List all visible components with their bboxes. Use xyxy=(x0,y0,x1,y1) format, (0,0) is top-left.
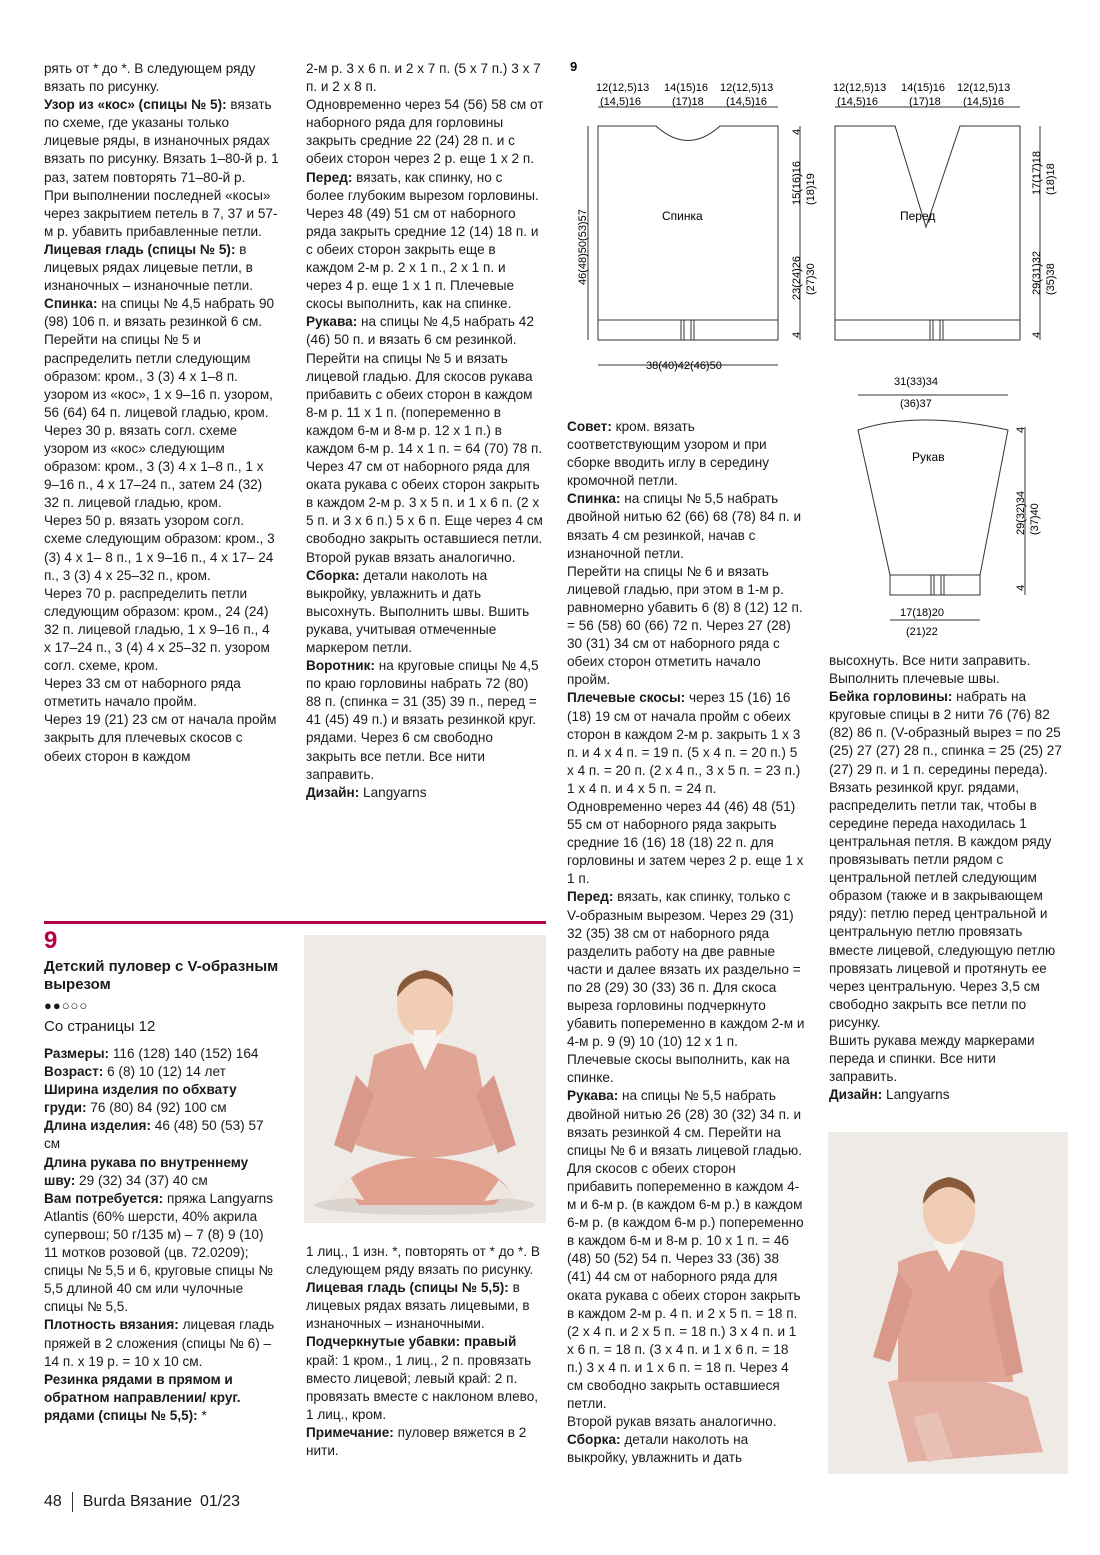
dim-front-shoulder-2: (14,5)16 xyxy=(837,96,878,108)
dim-back-body-2: (27)30 xyxy=(805,263,817,295)
paragraph-text: 29 (32) 34 (37) 40 см xyxy=(75,1172,208,1188)
paragraph-text: Перейти на спицы № 5 и распределить петли следующим образом: кром., 3 (3) 4 х 1–8 п. узором из «кос», 1 х 9–16 п. узором, 56 (64) 64 п. лицевой гладью, кром. xyxy=(44,332,273,420)
paragraph-heading: Плотность вязания: xyxy=(44,1317,179,1333)
paragraph-text: в лицевых рядах лицевые петли, в изнаночных – изнаночные петли. xyxy=(44,241,253,294)
dim-height: 46(48)50(53)57 xyxy=(577,209,589,285)
dim-back-shoulder-r2: (14,5)16 xyxy=(726,96,767,108)
project-title: Детский пуловер с V-образным вырезом xyxy=(44,958,279,993)
paragraph-heading: Размеры: xyxy=(44,1046,110,1061)
paragraph-heading: Примечание: xyxy=(306,1424,394,1440)
paragraph-text: Вшить рукава между маркерами переда и спинки. Все нити заправить. xyxy=(829,1032,1035,1085)
paragraph xyxy=(567,563,805,690)
paragraph xyxy=(306,1243,544,1279)
paragraph-text: вязать, как спинку, только с V-образным вырезом. Через 29 (31) 32 (35) 38 см от наборного ряда разделить работу на две равные части и далее вязать их раздельно = по 28 (29) 30 (33) 36 п. Для скоса выреза горловины подчеркнуто убавить попеременно в каждом 2-м и 4-м р. 9 (9) 10 (10) 12 х 1 п. Плечевые скосы выполнить, как на спинке. xyxy=(567,889,805,1086)
dim-front-shoulder-r: 12(12,5)13 xyxy=(957,82,1011,94)
paragraph xyxy=(44,295,280,331)
dim-back-shoulder: 12(12,5)13 xyxy=(596,82,650,94)
paragraph-heading: Возраст: xyxy=(44,1064,104,1080)
paragraph xyxy=(44,331,280,421)
paragraph-text: 116 (128) 140 (152) 164 xyxy=(109,1046,259,1061)
paragraph xyxy=(567,888,805,1087)
column-3 xyxy=(567,418,805,1467)
paragraph-text: на спицы № 5,5 набрать двойной нитью 62 (66) 68 (78) 84 п. и вязать 4 см резинкой, начав с изнаночной петли. xyxy=(567,491,802,561)
paragraph xyxy=(44,241,280,295)
magazine-name: Burda Вязание xyxy=(82,1493,192,1510)
paragraph-text: кром. вязать соответствующим узором и при сборке вводить иглу в середину кромочной петли. xyxy=(567,419,770,489)
dim-rib-bottom-front: 4 xyxy=(1031,331,1043,338)
dim-front-neck-2: (17)18 xyxy=(909,96,941,108)
paragraph-text: пуловер вяжется в 2 нити. xyxy=(306,1424,527,1459)
dim-width: 38(40)42(46)50 xyxy=(646,360,722,372)
paragraph-text: на спицы № 4,5 набрать 42 (46) 50 п. и вязать 6 см резинкой. xyxy=(306,314,534,348)
column-4 xyxy=(829,652,1065,1104)
dim-front-arm: 17(17)18 xyxy=(1031,150,1043,195)
paragraph xyxy=(306,350,544,549)
dim-front-arm-2: (18)18 xyxy=(1045,163,1057,195)
dim-sleeve-bottom: 17(18)20 xyxy=(900,607,945,619)
paragraph-text: При выполнении последней «косы» через закрытием петель в 7, 37 и 57-м р. убавить прибавленные петли. xyxy=(44,187,278,239)
paragraph-heading: Рукава: xyxy=(567,1088,619,1104)
paragraph-heading: Плечевые скосы: xyxy=(567,690,686,706)
source-page: Со страницы 12 xyxy=(44,1018,156,1035)
sleeve-label: Рукав xyxy=(912,450,945,464)
paragraph-text: Через 19 (21) 23 см от начала пройм закрыть для плечевых скосов с обеих сторон в каждом xyxy=(44,712,277,764)
photo-girl-sitting xyxy=(304,935,546,1223)
paragraph-heading: Сборка: xyxy=(306,567,360,583)
paragraph-text: высохнуть. Все нити заправить. Выполнить плечевые швы. xyxy=(829,653,1031,687)
paragraph-text: 6 (8) 10 (12) 14 лет xyxy=(103,1064,226,1080)
paragraph-text: Через 70 р. распределить петли следующим образом: кром., 24 (24) 32 п. лицевой гладью, 1 х 9–16 п., 4 х 17–24 п., 3 (4) 4 х 25–32 п. узором согл. схеме, кром. xyxy=(44,585,270,674)
paragraph xyxy=(567,490,805,562)
dim-front-body-2: (35)38 xyxy=(1045,263,1057,295)
paragraph xyxy=(44,711,280,765)
paragraph-text: 46 (48) 50 (53) 57 см xyxy=(44,1118,264,1152)
paragraph-heading: Совет: xyxy=(567,419,612,434)
photo-girl-sitting-side xyxy=(828,1132,1068,1474)
paragraph-text: Langyarns xyxy=(359,784,427,800)
paragraph-text: Одновременно через 54 (56) 58 см от наборного ряда для горловины закрыть средние 22 (24) 28 п. и с обеих сторон через 2 р. еще 1 х 2 п. xyxy=(306,97,544,167)
paragraph xyxy=(567,1413,805,1431)
paragraph-text: вязать, как спинку, но с более глубоким вырезом горловины. Через 48 (49) 51 см от наборного ряда закрыть средние 12 (14) 18 п. и с обеих сторон закрыть еще в каждом 2-м р. 2 х 1 п., 2 х 1 п. и через 4 р. еще 1 х 1 п. Плечевые скосы выполнить, как на спинке. xyxy=(306,169,539,312)
paragraph-heading: Длина рукава по внутреннему шву: xyxy=(44,1154,249,1188)
dim-front-neck: 14(15)16 xyxy=(901,82,946,94)
dim-back-shoulder-r: 12(12,5)13 xyxy=(720,82,774,94)
paragraph-text: пряжа Langyarns Atlantis (60% шерсти, 40% акрила супервош; 50 г/135 м) – 7 (8) 9 (10) 11 мотков розовой (цв. 72.0209); спицы № 5,5 и 6, круговые спицы № 5,5 длиной 40 см или чулочные спицы № 5,5. xyxy=(44,1190,274,1315)
paragraph-heading: Лицевая гладь (спицы № 5,5): xyxy=(306,1280,509,1296)
paragraph xyxy=(829,1032,1065,1086)
paragraph-text: на спицы № 5,5 набрать двойной нитью 26 (28) 30 (32) 34 п. и вязать резинкой 4 см. Перейти на спицы № 6 и вязать лицевой гладью. Для скосов с обеих сторон прибавить попеременно в каждом 4-м и 6-м р. (в каждом 6-м р.) в каждом 6-м р. (в каждом 6-м р.) попеременно в каждом 6-м и 8-м р. 10 х 1 п. = 46 (48) 50 (52) 54 п. Через 33 (36) 38 (41) 44 см от наборного ряда для оката рукава с обеих сторон закрыть в каждом 2-м р. 4 п. и 2 х 5 п. = 18 п. (2 х 4 п. и 2 х 5 п. = 18 п.) 3 х 4 п. и 1 х 6 п. = 18 п. (3 х 4 п. и 1 х 6 п. = 18 п.) 3 х 4 п. и 1 х 6 п. = 18 п. Через 4 см свободно закрыть оставшиеся петли. xyxy=(567,1088,804,1412)
dim-sleeve-bottom-2: (21)22 xyxy=(906,626,938,638)
dim-sleeve-length-2: (37)40 xyxy=(1029,503,1041,535)
paragraph xyxy=(567,418,805,490)
paragraph-text: Через 50 р. вязать узором согл. схеме следующим образом: кром., 3 (3) 4 х 1– 8 п., 1 х 9–16 п., 4 х 17– 24 п., 3 (3) 4 х 25–32 п., кром. xyxy=(44,513,275,583)
paragraph-heading: Воротник: xyxy=(306,658,375,674)
dim-sleeve-rib: 4 xyxy=(1015,584,1027,591)
back-label: Спинка xyxy=(662,209,703,223)
dim-sleeve-top-rib: 4 xyxy=(1015,426,1027,433)
paragraph-text: 2-м р. 3 х 6 п. и 2 х 7 п. (5 х 7 п.) 3 х 7 п. и 2 х 8 п. xyxy=(306,61,541,95)
paragraph xyxy=(44,96,280,186)
column-2-bottom xyxy=(306,1243,544,1460)
paragraph-text: на спицы № 4,5 набрать 90 (98) 106 п. и вязать резинкой 6 см. xyxy=(44,296,275,330)
paragraph-heading: Подчеркнутые убавки: правый xyxy=(306,1334,517,1350)
paragraph xyxy=(567,689,805,888)
paragraph xyxy=(306,169,544,314)
paragraph-heading: Резинка рядами в прямом и обратном направлении/ круг. рядами (спицы № 5,5): xyxy=(44,1371,241,1423)
front-label: Перед xyxy=(900,209,936,223)
paragraph xyxy=(829,652,1065,688)
paragraph xyxy=(567,1431,805,1467)
paragraph-heading: Вам потребуется: xyxy=(44,1190,164,1206)
paragraph-heading: Лицевая гладь (спицы № 5): xyxy=(44,241,236,257)
paragraph-text: 1 лиц., 1 изн. *, повторять от * до *. В следующем ряду вязать по рисунку. xyxy=(306,1244,540,1278)
project-specs xyxy=(44,1045,280,1425)
footer-divider xyxy=(72,1492,73,1512)
paragraph xyxy=(829,1086,1065,1104)
paragraph xyxy=(306,1424,544,1460)
difficulty-rating: ●●○○○ xyxy=(44,998,89,1013)
dim-back-shoulder-2: (14,5)16 xyxy=(600,96,641,108)
paragraph-text: набрать на круговые спицы в 2 нити 76 (76) 82 (82) 86 п. (V-образный вырез = по 25 (25) 27 (27) 28 п., спинка = 25 (25) 27 (27) 29 п. и 1 п. середины переда). Вязать резинкой круг. рядами, распределить петли так, чтобы в середине переда находилась 1 центральная петля. В каждом ряду провязывать петли рядом с центральной петлей следующим образом (также и в закрывающем ряду): петлю перед центральной и центральную петлю провязать вместе лицевой, следующую петлю провязать лицевой и протянуть ее через центральную. Через 3,5 см свободно закрыть все петли по рисунку. xyxy=(829,689,1062,1030)
paragraph-heading: Бейка горловины: xyxy=(829,689,953,705)
dim-back-arm: 15(16)16 xyxy=(791,160,803,205)
paragraph-text: вязать по схеме, где указаны только лицевые ряды, в изнаночных рядах вязать по рисунку. Вязать 1–80-й р. 1 раз, затем повторять 71–80-й р. xyxy=(44,97,279,185)
paragraph xyxy=(306,784,544,802)
paragraph xyxy=(44,1045,280,1063)
paragraph-text: лицевая гладь пряжей в 2 сложения (спицы № 6) – 14 п. х 19 р. = 10 х 10 см. xyxy=(44,1317,275,1369)
project-number: 9 xyxy=(44,927,58,954)
paragraph-text: Через 30 р. вязать согл. схеме узором из «кос» следующим образом: кром., 3 (3) 4 х 1–8 п., 1 х 9–16 п., 4 х 17–24 п., затем 24 (32) 32 п. лицевой гладью, кром. xyxy=(44,422,264,511)
dim-rib-bottom-back: 4 xyxy=(791,331,803,338)
paragraph xyxy=(306,549,544,567)
column-2 xyxy=(306,60,544,802)
paragraph-text: детали наколоть на выкройку, увлажнить и дать высохнуть. Выполнить швы. Вшить рукава, учитывая отмеченные маркером петли. xyxy=(306,567,530,655)
paragraph-heading: Дизайн: xyxy=(829,1087,883,1103)
paragraph xyxy=(44,675,280,711)
dim-front-shoulder: 12(12,5)13 xyxy=(833,82,887,94)
paragraph xyxy=(44,422,280,512)
paragraph xyxy=(44,1063,280,1081)
paragraph xyxy=(44,585,280,675)
issue-number: 01/23 xyxy=(200,1493,241,1510)
paragraph-heading: Перед: xyxy=(567,889,614,905)
paragraph-heading: Спинка: xyxy=(567,491,621,507)
paragraph xyxy=(306,1279,544,1333)
dim-sleeve-top-2: (36)37 xyxy=(900,398,932,410)
paragraph xyxy=(567,1087,805,1413)
paragraph xyxy=(306,657,544,784)
dim-back-neck: 14(15)16 xyxy=(664,82,709,94)
paragraph-text: Перейти на спицы № 5 и вязать лицевой гладью. Для скосов рукава прибавить с обеих сторон в каждом 8-м р. 11 х 1 п. (попеременно в каждом 6-м и 8-м р. 12 х 1 п.) в каждом 6-м р. 14 х 1 п. = 64 (70) 78 п. Через 47 см от наборного ряда для оката рукава с обеих сторон закрыть в каждом 2-м р. 3 х 5 п. и 1 х 6 п. (2 х 5 п. и 3 х 6 п.) 5 х 6 п. Еще через 4 см свободно закрыть оставшиеся петли. xyxy=(306,350,543,547)
diagram-number: 9 xyxy=(570,59,578,74)
paragraph-text: Второй рукав вязать аналогично. xyxy=(567,1414,777,1430)
paragraph xyxy=(44,1154,280,1190)
dim-sleeve-top: 31(33)34 xyxy=(894,376,939,388)
paragraph-text: * xyxy=(197,1407,207,1423)
paragraph-text: рять от * до *. В следующем ряду вязать по рисунку. xyxy=(44,61,256,95)
paragraph-heading: Длина изделия: xyxy=(44,1118,151,1134)
dim-sleeve-length: 29(32)34 xyxy=(1015,490,1027,535)
paragraph-text: в лицевых рядах вязать лицевыми, в изнаночных – изнаночными. xyxy=(306,1280,530,1332)
paragraph xyxy=(829,688,1065,1032)
section-divider xyxy=(44,921,546,924)
paragraph xyxy=(44,1190,280,1317)
paragraph xyxy=(306,96,544,168)
paragraph-text: Через 33 см от наборного ряда отметить начало пройм. xyxy=(44,676,241,710)
paragraph-text: через 15 (16) 16 (18) 19 см от начала пройм с обеих сторон в каждом 2-м р. закрыть 1 х 3 п. и 4 х 4 п. = 19 п. (5 х 4 п. = 20 п.) 5 х 4 п. = 20 п. (2 х 4 п., 3 х 5 п. = 23 п.) 1 х 4 п. и 4 х 5 п. = 24 п. Одновременно через 44 (46) 48 (51) 55 см от наборного ряда закрыть средние 16 (16) 18 (18) 22 п. для горловины и затем через 2 р. еще 1 х 1 п. xyxy=(567,690,804,887)
paragraph xyxy=(44,60,280,96)
paragraph-text: на круговые спицы № 4,5 по краю горловины набрать 72 (80) 88 п. (спинка = 31 (35) 39 п., перед = 41 (45) 49 п.) и вязать резинкой круг. рядами. Через 6 см свободно закрыть все петли. Все нити заправить. xyxy=(306,658,539,782)
column-1 xyxy=(44,60,280,766)
paragraph xyxy=(306,60,544,96)
page-footer xyxy=(44,1492,240,1512)
dim-back-arm-2: (18)19 xyxy=(805,173,817,205)
paragraph-text: Перейти на спицы № 6 и вязать лицевой гладью, при этом в 1-м р. равномерно убавить 6 (8) 8 (12) 12 п. = 56 (58) 60 (66) 72 п. Через 27 (28) 30 (31) 34 см от наборного ряда с обеих сторон отметить начало пройм. xyxy=(567,563,803,688)
paragraph xyxy=(44,1081,280,1117)
paragraph-heading: Рукава: xyxy=(306,314,358,330)
paragraph-text: детали наколоть на выкройку, увлажнить и дать xyxy=(567,1432,749,1466)
paragraph-heading: Перед: xyxy=(306,169,353,185)
paragraph-text: Langyarns xyxy=(882,1087,950,1103)
paragraph-text: край: 1 кром., 1 лиц., 2 п. провязать вместо лицевой; левый край: 2 п. провязать вместе с наклоном влево, 1 лиц., кром. xyxy=(306,1352,539,1422)
paragraph-heading: Спинка: xyxy=(44,296,98,312)
paragraph xyxy=(306,313,544,349)
paragraph-text: Второй рукав вязать аналогично. xyxy=(306,549,516,565)
paragraph xyxy=(306,567,544,657)
page-number: 48 xyxy=(44,1493,62,1510)
dim-front-shoulder-r2: (14,5)16 xyxy=(963,96,1004,108)
paragraph-heading: Сборка: xyxy=(567,1432,621,1448)
paragraph xyxy=(306,1333,544,1423)
paragraph xyxy=(44,187,280,241)
paragraph xyxy=(44,1117,280,1153)
paragraph xyxy=(44,512,280,584)
dim-back-body: 23(24)26 xyxy=(791,255,803,300)
paragraph-heading: Ширина изделия по обхвату груди: xyxy=(44,1082,237,1116)
paragraph-heading: Узор из «кос» (спицы № 5): xyxy=(44,97,227,113)
paragraph xyxy=(44,1316,280,1370)
dim-rib-top-back: 4 xyxy=(791,128,803,135)
paragraph xyxy=(44,1371,280,1425)
dim-back-neck-2: (17)18 xyxy=(672,96,704,108)
paragraph-text: 76 (80) 84 (92) 100 см xyxy=(86,1100,227,1116)
paragraph-heading: Дизайн: xyxy=(306,784,360,800)
dim-front-body: 29(31)32 xyxy=(1031,250,1043,295)
